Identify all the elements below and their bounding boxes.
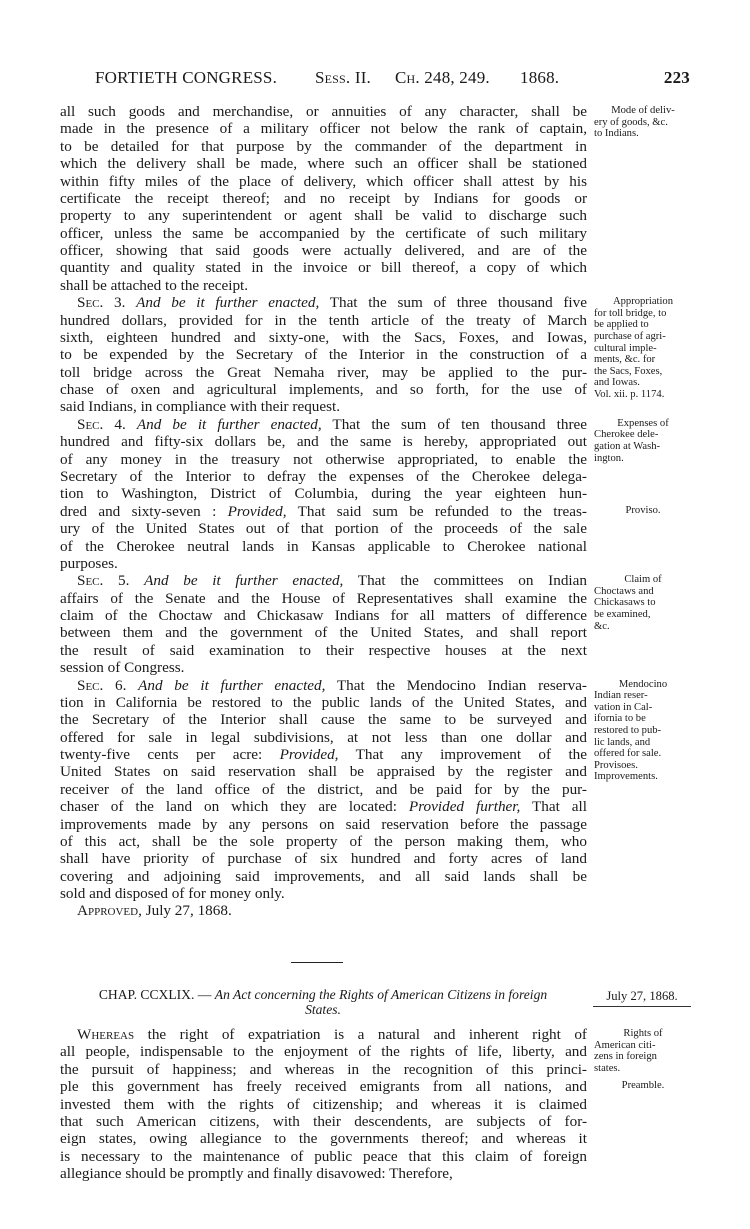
margin-note [594, 105, 692, 140]
running-title: FORTIETH CONGRESS. [95, 68, 278, 87]
text-line: which the delivery shall be made, where such an officer shall be stationed [60, 155, 587, 173]
margin-note-line: Mendocino [618, 678, 668, 690]
margin-note-line: &c. [594, 620, 610, 632]
chapter-title-cont: States. [305, 1002, 341, 1017]
section-label: Approved, [77, 902, 146, 920]
margin-note [594, 574, 692, 632]
text-line: property to any superintendent or agent shall be valid to discharge such [60, 207, 587, 225]
text-line: shall be attached to the receipt. [60, 276, 249, 294]
section-divider [291, 962, 343, 963]
text-line: all such goods and merchandise, or annuities of any character, shall be [60, 103, 587, 120]
text-line: hundred and fifty-six dollars be, and the same is hereby, appropriated out [60, 433, 587, 451]
chapter-dash: — [194, 987, 215, 1002]
text-line: chase of oxen and agricultural implements, and so forth, for the use of [60, 381, 587, 399]
text-line: Secretary of the Interior to defray the expenses of the Cherokee delega- [60, 467, 587, 485]
margin-note-line: Claim of [624, 574, 662, 586]
margin-note [594, 418, 692, 464]
text-line: sixth, eighteen hundred and sixty-one, with the Sacs, Foxes, and Iowas, [60, 328, 587, 346]
page-header [95, 68, 690, 90]
text-line: purposes. [60, 554, 118, 572]
text-line: Approved, July 27, 1868. [77, 902, 232, 920]
margin-note-line: Improvements. [594, 771, 658, 783]
text-line: offered for sale in legal subdivisions, at not less than one dollar and [60, 728, 587, 746]
margin-note-line: the Sacs, Foxes, [594, 365, 663, 377]
text-line: twenty-five cents per acre: Provided, That any improvement of the [60, 746, 587, 764]
margin-note-line: Preamble. [621, 1080, 665, 1092]
margin-note [594, 296, 692, 400]
margin-note-line: be examined, [594, 609, 651, 621]
margin-note-line: American citi- [594, 1039, 656, 1051]
text-line: ple this government has freely received emigrants from all nations, and [60, 1078, 587, 1096]
text-line: claim of the Choctaw and Chickasaw Indians for all matters of difference [60, 607, 587, 625]
page-number: 223 [663, 68, 690, 87]
enacting-clause: And be it further enacted, [136, 294, 320, 312]
margin-note-line: Chickasaws to [594, 597, 656, 609]
margin-note-line: Rights of [623, 1028, 663, 1039]
text-line: Sec. 6. And be it further enacted, That the Mendocino Indian reserva- [77, 676, 587, 694]
margin-note-line: purchase of agri- [594, 330, 666, 342]
text-line: sold and disposed of for money only. [60, 885, 285, 903]
text-line: ury of the United States out of that portion of the proceeds of the sale [60, 520, 587, 538]
text-line: eign states, owing allegiance to the governments thereof; and whereas it [60, 1130, 587, 1148]
text-line: covering and adjoining said improvements, and all said lands shall be [60, 867, 587, 885]
chapter-date: July 27, 1868. [593, 989, 691, 1007]
margin-note-line: ington. [594, 452, 624, 464]
margin-note-line: and Iowas. [594, 377, 640, 389]
margin-note-line: Vol. xii. p. 1174. [594, 388, 665, 400]
section-label: Sec. 4. [77, 415, 137, 433]
margin-note [594, 505, 692, 517]
proviso-term: Provided, [227, 502, 287, 520]
margin-note-line: restored to pub- [594, 724, 662, 736]
margin-note-line: offered for sale. [594, 748, 662, 760]
text-line: allegiance should be promptly and finally disavowed: Therefore, [60, 1165, 453, 1183]
text-line: within fifty miles of the place of delivery, which officer shall attest by his [60, 172, 587, 190]
margin-note-line: Expenses of [617, 417, 669, 429]
chapter-title: An Act concerning the Rights of American Citizens in foreign [214, 987, 548, 1002]
text-line: session of Congress. [60, 659, 185, 677]
proviso-term: Provided, [279, 746, 339, 764]
text-line: the pursuit of happiness; and whereas in the recognition of this princi- [60, 1060, 587, 1078]
text-line: receiver of the land office of the district, and be paid for by the pur- [60, 780, 587, 798]
margin-note [594, 1080, 692, 1092]
text-line: tion to Washington, District of Columbia, during the year eighteen hun- [60, 485, 587, 503]
text-line: invested them with the rights of citizenship; and whereas it is claimed [60, 1095, 587, 1113]
margin-note-line: vation in Cal- [594, 701, 653, 713]
margin-note-line: Cherokee dele- [594, 429, 659, 441]
margin-note-line: gation at Wash- [594, 441, 661, 453]
margin-note-line: be applied to [594, 319, 649, 331]
enacting-clause: And be it further enacted, [144, 572, 344, 590]
session-label: Sess. II. [315, 68, 372, 87]
text-line: United States on said reservation shall be appraised by the register and [60, 763, 587, 781]
section-label: Sec. 5. [77, 572, 145, 590]
text-line: hundred dollars, provided for in the tenth article of the treaty of March [60, 311, 587, 329]
margin-note [594, 1028, 692, 1074]
margin-note-line: Mode of deliv- [611, 105, 675, 116]
text-line: all people, indispensable to the enjoyment of the rights of life, liberty, and [60, 1043, 587, 1061]
margin-note-line: cultural imple- [594, 342, 657, 354]
chapter-heading [68, 987, 578, 1017]
text-line: officer, showing that said goods were actually delivered, and are of the [60, 242, 587, 260]
text-line: to be detailed for that purpose by the commander of the department in [60, 137, 587, 155]
margin-note [594, 679, 692, 783]
margin-note-line: Provisoes. [594, 759, 638, 771]
text-line: the result of said examination to their respective houses at the next [60, 641, 587, 659]
text-line: Whereas the right of expatriation is a natural and inherent right of [77, 1026, 587, 1043]
text-line: Sec. 4. And be it further enacted, That the sum of ten thousand three [77, 415, 587, 433]
margin-note-line: to Indians. [594, 128, 639, 140]
text-line: Sec. 3. And be it further enacted, That the sum of three thousand five [77, 294, 587, 312]
margin-note-line: ery of goods, &c. [594, 116, 668, 128]
text-line: made in the presence of a military officer not below the rank of captain, [60, 120, 587, 138]
year: 1868. [520, 68, 560, 87]
margin-note-line: ments, &c. for [594, 354, 656, 366]
text-line: is necessary to the maintenance of public peace that this claim of foreign [60, 1147, 587, 1165]
chapter-number: CHAP. CCXLIX. [98, 987, 195, 1002]
text-line: tion in California be restored to the public lands of the United States, and [60, 693, 587, 711]
section-label: Sec. 3. [77, 294, 137, 312]
text-line: Sec. 5. And be it further enacted, That the committees on Indian [77, 572, 587, 590]
margin-note-line: zens in foreign [594, 1051, 657, 1063]
section-label: Whereas [77, 1026, 148, 1043]
margin-note-line: for toll bridge, to [594, 307, 667, 319]
text-line: said Indians, in compliance with their request. [60, 398, 341, 416]
text-line: officer, unless the same be accompanied by the certificate of such military [60, 224, 587, 242]
margin-note-line: Appropriation [612, 296, 674, 308]
chapter-range: Ch. 248, 249. [395, 68, 490, 87]
margin-note-line: ifornia to be [594, 713, 646, 725]
text-line: shall have priority of purchase of six hundred and forty acres of land [60, 850, 587, 868]
text-line: improvements made by any persons on said reservation before the passage [60, 815, 587, 833]
margin-note-line: Indian reser- [594, 690, 648, 702]
margin-note-line: Choctaws and [594, 585, 654, 597]
text-line: that such American citizens, with their descendents, are subjects of for- [60, 1112, 587, 1130]
text-line: of any money in the treasury not otherwise appropriated, to enable the [60, 450, 587, 468]
proviso-term: Provided further, [408, 798, 521, 816]
text-line: affairs of the Senate and the House of Representatives shall examine the [60, 589, 587, 607]
margin-note-line: lic lands, and [594, 736, 651, 748]
section-label: Sec. 6. [77, 676, 139, 694]
text-line: to be expended by the Secretary of the Interior in the construction of a [60, 346, 587, 364]
text-line: toll bridge across the Great Nemaha river, may be applied to the pur- [60, 363, 587, 381]
enacting-clause: And be it further enacted, [136, 415, 322, 433]
text-line: of this act, shall be the sole property of the person making them, who [60, 832, 587, 850]
text-line: of the Cherokee neutral lands in Kansas applicable to Cherokee national [60, 537, 587, 555]
margin-note-line: Proviso. [625, 504, 661, 516]
text-line: the Secretary of the Interior shall cause the same to be surveyed and [60, 711, 587, 729]
text-line: chaser of the land on which they are located: Provided further, That all [60, 798, 587, 816]
enacting-clause: And be it further enacted, [138, 676, 326, 694]
text-line: certificate the receipt thereof; and no receipt by Indians for goods or [60, 189, 587, 207]
margin-note-line: states. [594, 1062, 621, 1074]
text-line: quantity and quality stated in the invoice or bill thereof, a copy of which [60, 259, 587, 277]
text-line: dred and sixty-seven : Provided, That said sum be refunded to the treas- [60, 502, 587, 520]
text-line: between them and the government of the United States, and shall report [60, 624, 587, 642]
